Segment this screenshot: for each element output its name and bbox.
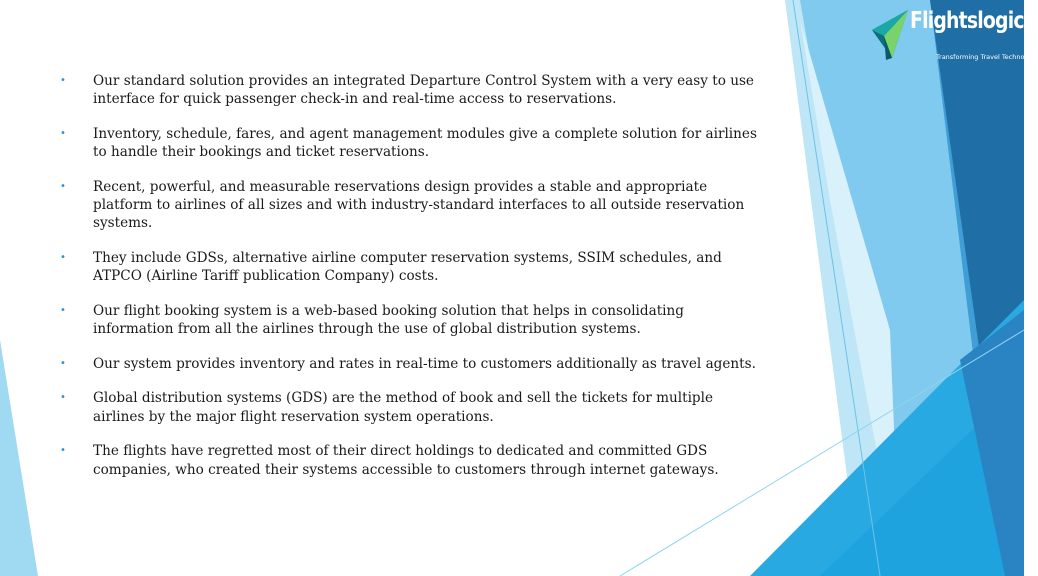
logo-brand-name: Flightslogic <box>910 8 1024 34</box>
bullet-text: Global distribution systems (GDS) are the method of book and sell the tickets for multiple airlines by the major flight reservation system operations. <box>93 390 714 425</box>
bullet-text: Recent, powerful, and measurable reservations design provides a stable and appropriate platform to airlines of all sizes and with industry-standard interfaces to all outside reservation systems. <box>93 178 745 232</box>
bullet-marker: • <box>60 75 66 86</box>
paper-plane-icon <box>870 8 910 62</box>
list-item <box>60 355 760 373</box>
bullet-text: Our flight booking system is a web-based booking solution that helps in consolidating information from all the airlines through the use of global distribution systems. <box>93 302 684 338</box>
bullet-marker: • <box>60 251 66 263</box>
bullet-marker: • <box>60 445 66 457</box>
bullet-list <box>60 72 760 495</box>
bullet-text: The flights have regretted most of their direct holdings to dedicated and committed GDS companies, who created their systems accessible to customers through internet gateways. <box>93 443 719 478</box>
bullet-marker: • <box>60 392 66 404</box>
list-item <box>60 442 760 478</box>
bullet-marker: • <box>60 304 66 316</box>
flightslogic-logo <box>870 6 1038 64</box>
list-item <box>60 125 760 161</box>
bullet-marker: • <box>60 180 66 192</box>
list-item <box>60 178 760 233</box>
bullet-marker: • <box>60 357 66 369</box>
list-item <box>60 249 760 285</box>
list-item <box>60 302 760 338</box>
bullet-marker: • <box>60 127 66 139</box>
bullet-text: Our standard solution provides an integrated Departure Control System with a very easy to use interface for quick passenger check-in and real-time access to reservations. <box>93 73 754 108</box>
bullet-text: They include GDSs, alternative airline computer reservation systems, SSIM schedules, and ATPCO (Airline Tariff publication Company) costs. <box>93 249 722 285</box>
logo-tagline: Transforming Travel Technology <box>936 53 1038 61</box>
left-facet-shape <box>0 340 38 576</box>
list-item <box>60 389 760 425</box>
bullet-text: Our system provides inventory and rates in real-time to customers additionally as travel agents. <box>93 355 756 372</box>
list-item <box>60 72 760 108</box>
bullet-text: Inventory, schedule, fares, and agent management modules give a complete solution for airlines to handle their bookings and ticket reservations. <box>93 125 757 161</box>
